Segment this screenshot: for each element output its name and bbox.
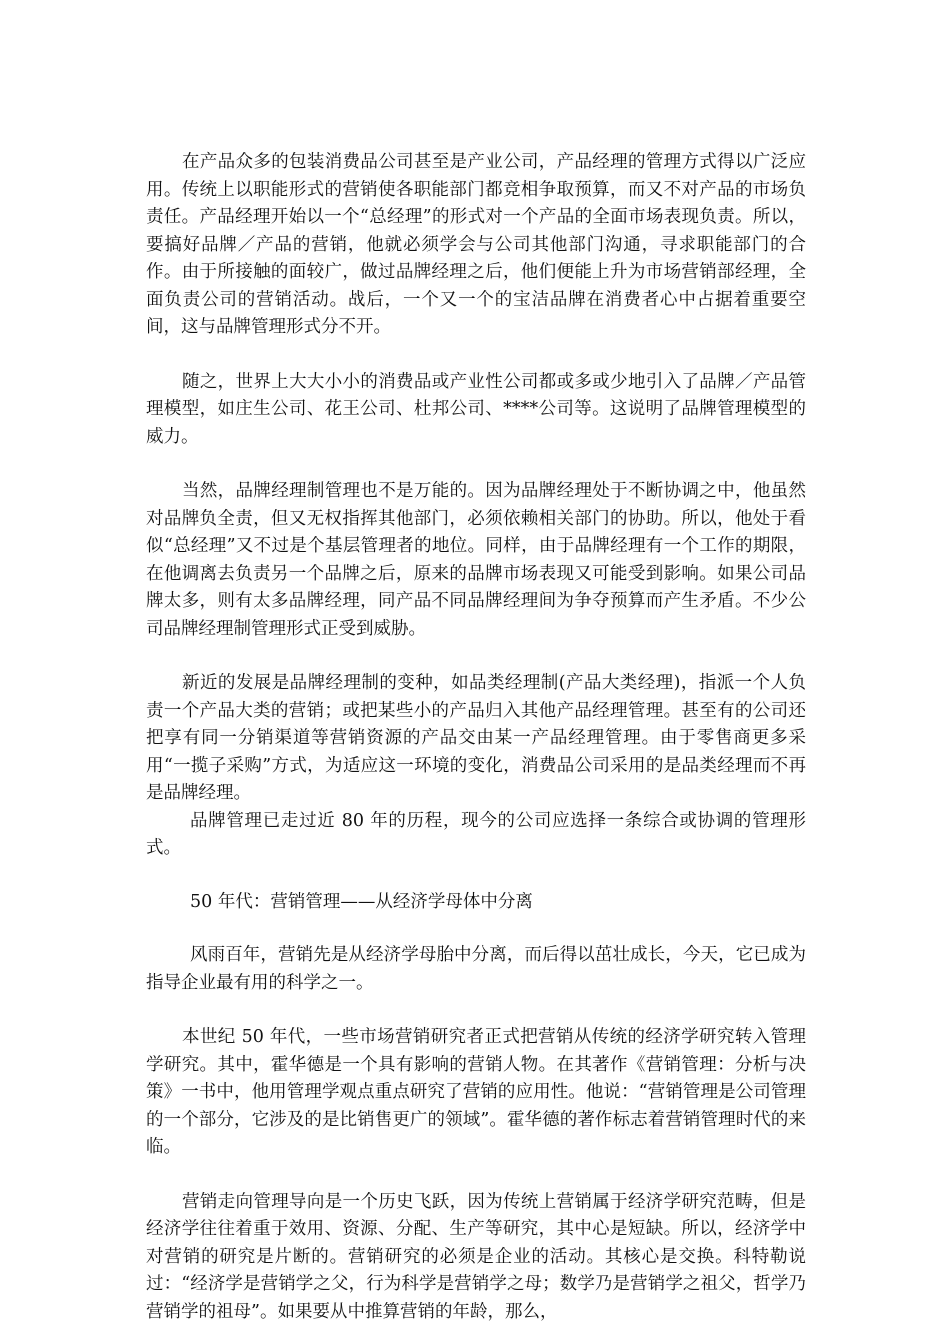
section-heading: 50 年代：营销管理——从经济学母体中分离 xyxy=(190,891,533,912)
paragraph-brand-model-adoption: 随之，世界上大大小小的消费品或产业性公司都或多或少地引入了品牌／产品管理模型，如庄生公司、花王公司、杜邦公司、****公司等。这说明了品牌管理模型的威力。 xyxy=(146,371,806,447)
paragraph-management-orientation: 营销走向管理导向是一个历史飞跃，因为传统上营销属于经济学研究范畴，但是经济学往往着重于效用、资源、分配、生产等研究，其中心是短缺。所以，经济学中对营销的研究是片断的。营销研究的必须是企业的活动。其核心是交换。科特勒说过：“经济学是营销学之父，行为科学是营销学之母；数学乃是营销学之祖父，哲学乃营销学的祖母”。如果要从中推算营销的年龄，那么， xyxy=(146,1191,806,1322)
paragraph-brand-history: 品牌管理已走过近 80 年的历程，现今的公司应选择一条综合或协调的管理形式。 xyxy=(146,810,806,858)
paragraph-howard: 本世纪 50 年代，一些市场营销研究者正式把营销从传统的经济学研究转入管理学研究。其中，霍华德是一个具有影响的营销人物。在其著作《营销管理：分析与决策》一书中，他用管理学观点重点研究了营销的应用性。他说：“营销管理是公司管理的一个部分，它涉及的是比销售更广的领域”。霍华德的著作标志着营销管理时代的来临。 xyxy=(146,1027,806,1157)
paragraph-category-manager: 新近的发展是品牌经理制的变种，如品类经理制(产品大类经理)，指派一个人负责一个产品大类的营销；或把某些小的产品归入其他产品经理管理。甚至有的公司还把享有同一分销渠道等营销资源的产品交由某一产品经理管理。由于零售商更多采用“一揽子采购”方式，为适应这一环境的变化，消费品公司采用的是品类经理而不再是品牌经理。 xyxy=(146,673,806,803)
paragraph-brand-manager-limits: 当然，品牌经理制管理也不是万能的。因为品牌经理处于不断协调之中，他虽然对品牌负全责，但又无权指挥其他部门，必须依赖相关部门的协助。所以，他处于看似“总经理”又不过是个基层管理者的地位。同样，由于品牌经理有一个工作的期限，在他调离去负责另一个品牌之后，原来的品牌市场表现又可能受到影响。如果公司品牌太多，则有太多品牌经理，同产品不同品牌经理间为争夺预算而产生矛盾。不少公司品牌经理制管理形式正受到威胁。 xyxy=(146,481,806,639)
paragraph-product-manager: 在产品众多的包装消费品公司甚至是产业公司，产品经理的管理方式得以广泛应用。传统上以职能形式的营销使各职能部门都竞相争取预算，而又不对产品的市场负责任。产品经理开始以一个“总经理”的形式对一个产品的全面市场表现负责。所以，要搞好品牌／产品的营销，他就必须学会与公司其他部门沟通，寻求职能部门的合作。由于所接触的面较广，做过品牌经理之后，他们便能上升为市场营销部经理，全面负责公司的营销活动。战后，一个又一个的宝洁品牌在消费者心中占据着重要空间，这与品牌管理形式分不开。 xyxy=(146,152,806,337)
paragraph-marketing-growth: 风雨百年，营销先是从经济学母胎中分离，而后得以茁壮成长，今天，它已成为指导企业最有用的科学之一。 xyxy=(146,945,806,993)
document-body xyxy=(146,149,806,1326)
